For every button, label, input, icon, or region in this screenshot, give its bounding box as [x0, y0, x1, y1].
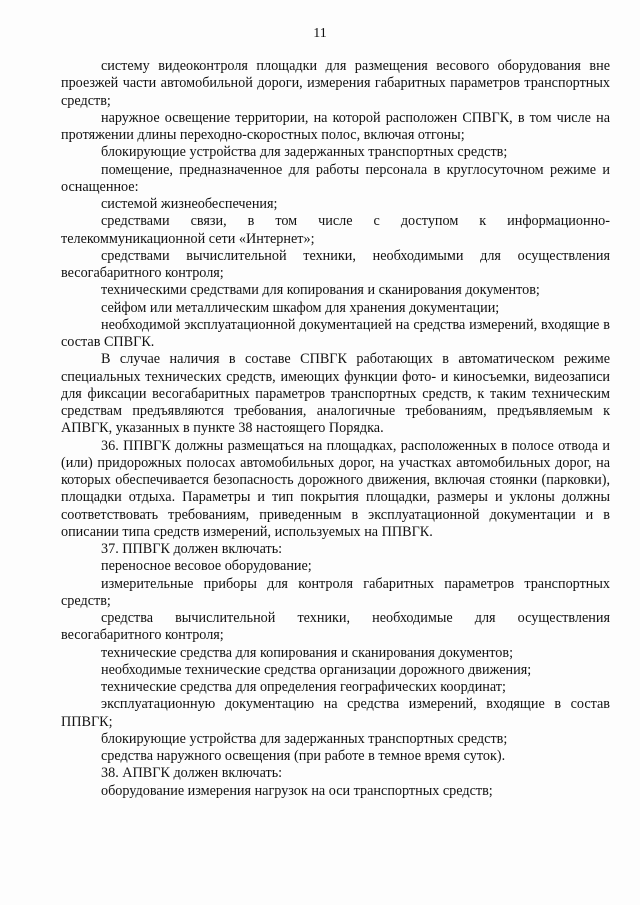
paragraph: средствами связи, в том числе с доступом к информационно-телекоммуникационной сети «Интернет»;	[61, 213, 610, 247]
paragraph: средствами вычислительной техники, необходимыми для осуществления весогабаритного контроля;	[61, 247, 610, 281]
paragraph: 36. ППВГК должны размещаться на площадках, расположенных в полосе отвода и (или) придорожных полосах автомобильных дорог, на участках автомобильных дорог, на которых обеспечивается безопасность дорожного движения, включая стоянки (парковки), площадки отдыха. Параметры и тип покрытия площадки, размеры и уклоны должны соответствовать требованиям, приведенным в эксплуатационной документации и в описании типа средств измерений, используемых на ППВГК.	[61, 437, 610, 540]
paragraph: наружное освещение территории, на которой расположен СПВГК, в том числе на протяжении длины переходно-скоростных полос, включая отгоны;	[61, 109, 610, 143]
paragraph: блокирующие устройства для задержанных транспортных средств;	[101, 730, 508, 747]
paragraph: сейфом или металлическим шкафом для хранения документации;	[101, 299, 500, 316]
paragraph: измерительные приборы для контроля габаритных параметров транспортных средств;	[61, 575, 610, 609]
paragraph: технические средства для копирования и сканирования документов;	[101, 644, 514, 661]
paragraph: необходимой эксплуатационной документацией на средства измерений, входящие в состав СПВГК.	[61, 316, 610, 350]
paragraph: переносное весовое оборудование;	[101, 558, 312, 575]
paragraph: блокирующие устройства для задержанных транспортных средств;	[101, 144, 508, 161]
paragraph: средства вычислительной техники, необходимые для осуществления весогабаритного контроля;	[61, 610, 610, 644]
paragraph: оборудование измерения нагрузок на оси транспортных средств;	[101, 782, 493, 799]
paragraph: техническими средствами для копирования и сканирования документов;	[101, 282, 540, 299]
paragraph: систему видеоконтроля площадки для размещения весового оборудования вне проезжей части автомобильной дороги, измерения габаритных параметров транспортных средств;	[61, 58, 610, 109]
paragraph: необходимые технические средства организации дорожного движения;	[101, 661, 532, 678]
paragraph: 38. АПВГК должен включать:	[101, 765, 283, 782]
paragraph: средства наружного освещения (при работе в темное время суток).	[101, 748, 506, 764]
paragraph: 37. ППВГК должен включать:	[101, 541, 283, 557]
document-body	[61, 58, 610, 800]
paragraph: эксплуатационную документацию на средства измерений, входящие в состав ППВГК;	[61, 696, 610, 730]
paragraph: В случае наличия в составе СПВГК работающих в автоматическом режиме специальных технических средств, имеющих функции фото- и киносъемки, видеозаписи для фиксации весогабаритных параметров транспортных средств, к таким техническим средствам предъявляются требования, аналогичные требованиям, предъявляемым к АПВГК, указанных в пункте 38 настоящего Порядка.	[61, 351, 610, 437]
paragraph: помещение, предназначенное для работы персонала в круглосуточном режиме и оснащенное:	[61, 161, 610, 195]
page-number: 11	[313, 26, 327, 41]
paragraph: системой жизнеобеспечения;	[101, 196, 278, 212]
paragraph: технические средства для определения географических координат;	[101, 679, 506, 695]
